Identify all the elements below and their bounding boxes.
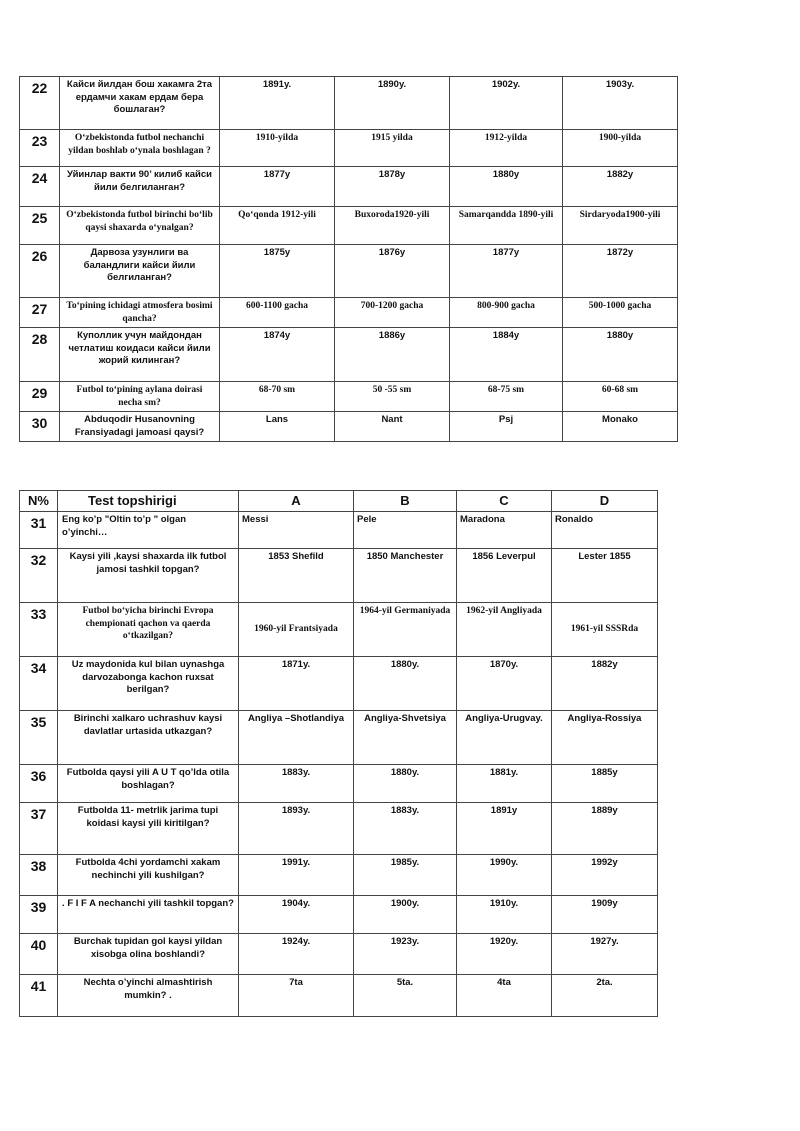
answer-c: 1891y <box>457 803 552 855</box>
table-row <box>20 245 678 298</box>
header-d: D <box>552 491 658 512</box>
question-text: Futbolda 4chi yordamchi xakam nechinchi yili kushilgan? <box>58 855 239 896</box>
header-b: B <box>354 491 457 512</box>
question-text: Дарвоза узунлиги ва баландлиги кайси йили белгиланган? <box>60 245 220 298</box>
answer-d: Ronaldo <box>552 512 658 549</box>
table-row <box>20 298 678 328</box>
question-text: Kaysi yili ,kaysi shaxarda ilk futbol jamosi tashkil topgan? <box>58 549 239 603</box>
question-number: 28 <box>20 328 60 382</box>
answer-a: 1853 Shefild <box>239 549 354 603</box>
header-question: Test topshirigi <box>58 491 239 512</box>
table-row <box>20 803 658 855</box>
answer-d: Monako <box>563 412 678 442</box>
answer-a: 1924y. <box>239 934 354 975</box>
table-row <box>20 975 658 1017</box>
answer-d: 1885y <box>552 765 658 803</box>
question-number: 36 <box>20 765 58 803</box>
answer-b: 1883y. <box>354 803 457 855</box>
question-text: Uz maydonida kul bilan uynashga darvozabonga kachon ruxsat berilgan? <box>58 657 239 711</box>
answer-d: 60-68 sm <box>563 382 678 412</box>
question-text: O‘zbekistonda futbol birinchi bo‘lib qaysi shaxarda o‘ynalgan? <box>60 207 220 245</box>
answer-b: 1850 Manchester <box>354 549 457 603</box>
answer-c: 1962-yil Angliyada <box>457 603 552 657</box>
answer-d: 1992y <box>552 855 658 896</box>
table-row <box>20 167 678 207</box>
answer-c: 1912-yilda <box>450 130 563 167</box>
answer-a: 1891y. <box>220 77 335 130</box>
answer-a: 1877y <box>220 167 335 207</box>
answer-b: 1880y. <box>354 657 457 711</box>
question-text: Birinchi xalkaro uchrashuv kaysi davlatlar urtasida utkazgan? <box>58 711 239 765</box>
answer-d: 1880y <box>563 328 678 382</box>
answer-b: 700-1200 gacha <box>335 298 450 328</box>
question-text: O‘zbekistonda futbol nechanchi yildan boshlab o‘ynala boshlagan ? <box>60 130 220 167</box>
table-row <box>20 603 658 657</box>
question-text: Abduqodir Husanovning Fransiyadagi jamoasi qaysi? <box>60 412 220 442</box>
table-row <box>20 130 678 167</box>
answer-a: 1991y. <box>239 855 354 896</box>
answer-a: 7ta <box>239 975 354 1017</box>
answer-b: 50 -55 sm <box>335 382 450 412</box>
answer-c: 1884y <box>450 328 563 382</box>
answer-a: 1893y. <box>239 803 354 855</box>
answer-b: 1900y. <box>354 896 457 934</box>
answer-a: 1904y. <box>239 896 354 934</box>
question-number: 39 <box>20 896 58 934</box>
question-number: 37 <box>20 803 58 855</box>
question-number: 34 <box>20 657 58 711</box>
answer-b: 5ta. <box>354 975 457 1017</box>
answer-b: 1886y <box>335 328 450 382</box>
quiz-table-1 <box>19 76 678 442</box>
question-text: Nechta o’yinchi almashtirish mumkin? . <box>58 975 239 1017</box>
header-c: C <box>457 491 552 512</box>
answer-d: 1909y <box>552 896 658 934</box>
question-text: Futbol to‘pining aylana doirasi necha sm? <box>60 382 220 412</box>
question-number: 23 <box>20 130 60 167</box>
question-text: Futbolda 11- metrlik jarima tupi koidasi kaysi yili kiritilgan? <box>58 803 239 855</box>
answer-d: Sirdaryoda1900-yili <box>563 207 678 245</box>
question-text: Burchak tupidan gol kaysi yildan xisobga olina boshlandi? <box>58 934 239 975</box>
answer-a: 1960-yil Frantsiyada <box>239 603 354 657</box>
question-number: 41 <box>20 975 58 1017</box>
answer-c: 4ta <box>457 975 552 1017</box>
table-row <box>20 765 658 803</box>
answer-a: 1871y. <box>239 657 354 711</box>
answer-a: Qo‘qonda 1912-yili <box>220 207 335 245</box>
question-number: 29 <box>20 382 60 412</box>
answer-a: Angliya –Shotlandiya <box>239 711 354 765</box>
question-number: 27 <box>20 298 60 328</box>
table-row <box>20 934 658 975</box>
answer-c: Angliya-Urugvay. <box>457 711 552 765</box>
answer-b: 1964-yil Germaniyada <box>354 603 457 657</box>
answer-b: 1876y <box>335 245 450 298</box>
answer-c: 1880y <box>450 167 563 207</box>
answer-c: 1881y. <box>457 765 552 803</box>
question-number: 22 <box>20 77 60 130</box>
answer-c: 1877y <box>450 245 563 298</box>
answer-c: 1856 Leverpul <box>457 549 552 603</box>
answer-b: Nant <box>335 412 450 442</box>
table-row <box>20 711 658 765</box>
answer-b: 1985y. <box>354 855 457 896</box>
answer-c: 1920y. <box>457 934 552 975</box>
answer-b: Pele <box>354 512 457 549</box>
table-row <box>20 657 658 711</box>
table-row <box>20 412 678 442</box>
answer-d: 1903y. <box>563 77 678 130</box>
answer-d: 1927y. <box>552 934 658 975</box>
header-a: A <box>239 491 354 512</box>
answer-b: 1878y <box>335 167 450 207</box>
answer-d: 500-1000 gacha <box>563 298 678 328</box>
answer-b: 1880y. <box>354 765 457 803</box>
answer-a: 1910-yilda <box>220 130 335 167</box>
table-row <box>20 549 658 603</box>
answer-a: 600-1100 gacha <box>220 298 335 328</box>
answer-a: 1875y <box>220 245 335 298</box>
answer-d: 1900-yilda <box>563 130 678 167</box>
answer-d: 2ta. <box>552 975 658 1017</box>
question-text: Futbol bo‘yicha birinchi Evropa chempionati qachon va qaerda o‘tkazilgan? <box>58 603 239 657</box>
question-number: 38 <box>20 855 58 896</box>
table-row <box>20 896 658 934</box>
answer-d: 1961-yil SSSRda <box>552 603 658 657</box>
answer-c: 800-900 gacha <box>450 298 563 328</box>
answer-c: Samarqandda 1890-yili <box>450 207 563 245</box>
table-row <box>20 512 658 549</box>
question-text: Куполлик учун майдондан четлатиш коидаси кайси йили жорий килинган? <box>60 328 220 382</box>
answer-a: Messi <box>239 512 354 549</box>
question-number: 26 <box>20 245 60 298</box>
answer-b: Buxoroda1920-yili <box>335 207 450 245</box>
answer-a: 68-70 sm <box>220 382 335 412</box>
answer-b: 1923y. <box>354 934 457 975</box>
answer-b: 1915 yilda <box>335 130 450 167</box>
question-number: 32 <box>20 549 58 603</box>
answer-d: 1882y <box>552 657 658 711</box>
question-text: Уйинлар вакти 90’ килиб кайси йили белгиланган? <box>60 167 220 207</box>
question-text: Eng ko’p "Oltin to’p " olgan o’yinchi… <box>58 512 239 549</box>
question-number: 31 <box>20 512 58 549</box>
answer-c: Maradona <box>457 512 552 549</box>
question-text: . F I F A nechanchi yili tashkil topgan? <box>58 896 239 934</box>
answer-d: Angliya-Rossiya <box>552 711 658 765</box>
answer-b: 1890y. <box>335 77 450 130</box>
question-number: 25 <box>20 207 60 245</box>
answer-b: Angliya-Shvetsiya <box>354 711 457 765</box>
table-row <box>20 855 658 896</box>
answer-c: Psj <box>450 412 563 442</box>
answer-a: Lans <box>220 412 335 442</box>
question-text: Futbolda qaysi yili A U T qo’lda otila boshlagan? <box>58 765 239 803</box>
question-number: 40 <box>20 934 58 975</box>
answer-d: 1882y <box>563 167 678 207</box>
question-number: 35 <box>20 711 58 765</box>
answer-c: 1910y. <box>457 896 552 934</box>
table-row <box>20 382 678 412</box>
question-text: Кайси йилдан бош хакамга 2та ердамчи хакам ердам бера бошлаган? <box>60 77 220 130</box>
answer-d: 1872y <box>563 245 678 298</box>
question-number: 33 <box>20 603 58 657</box>
answer-c: 1990y. <box>457 855 552 896</box>
question-number: 30 <box>20 412 60 442</box>
table-header-row <box>20 491 658 512</box>
answer-d: Lester 1855 <box>552 549 658 603</box>
question-number: 24 <box>20 167 60 207</box>
table-row <box>20 207 678 245</box>
table-row <box>20 328 678 382</box>
answer-d: 1889y <box>552 803 658 855</box>
answer-c: 68-75 sm <box>450 382 563 412</box>
quiz-table-2 <box>19 490 658 1017</box>
question-text: To‘pining ichidagi atmosfera bosimi qancha? <box>60 298 220 328</box>
header-number: N% <box>20 491 58 512</box>
answer-c: 1902y. <box>450 77 563 130</box>
table-row <box>20 77 678 130</box>
answer-a: 1883y. <box>239 765 354 803</box>
answer-a: 1874y <box>220 328 335 382</box>
answer-c: 1870y. <box>457 657 552 711</box>
